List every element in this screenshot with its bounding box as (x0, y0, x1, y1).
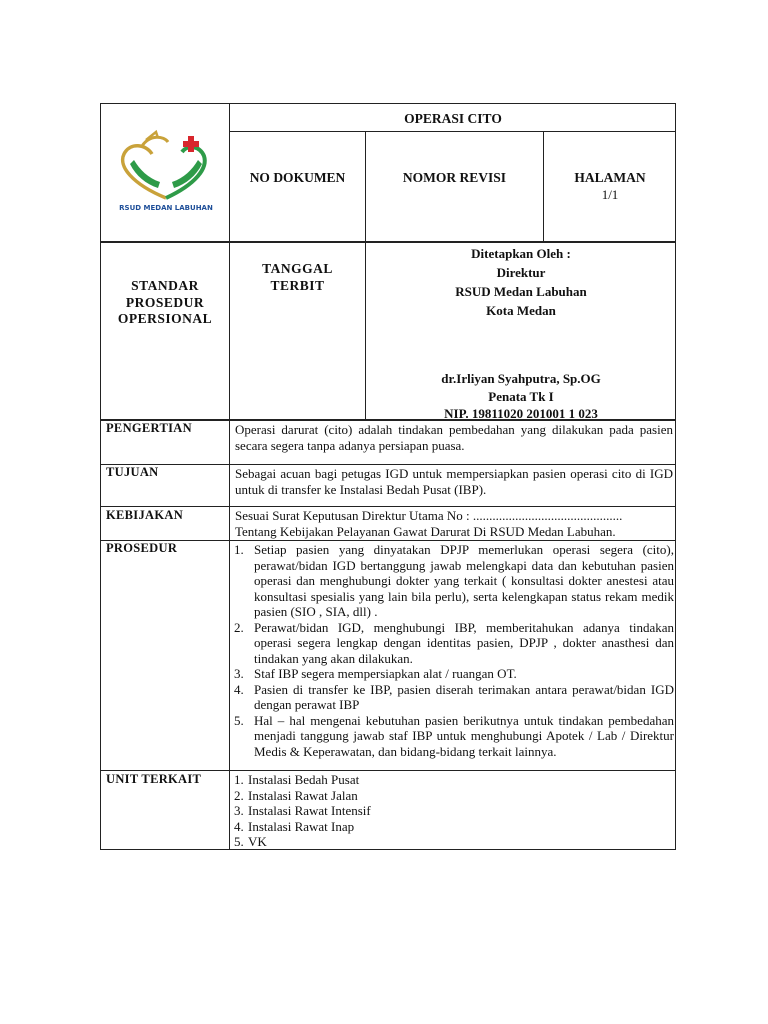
unit-item: 3. Instalasi Rawat Intensif (234, 803, 371, 818)
document-title: OPERASI CITO (404, 111, 502, 126)
unit-terkait-list (230, 772, 674, 850)
kebijakan-line-1: Sesuai Surat Keputusan Direktur Utama No : .............................................. (235, 508, 623, 523)
halaman-label: HALAMAN (574, 170, 646, 185)
prosedur-item: 3. Staf IBP segera mempersiapkan alat / ruangan OT. (234, 666, 517, 681)
pengertian-text: Operasi darurat (cito) adalah tindakan pembedahan yang dilakukan pada pasien secara segera tanpa adanya persiapan puasa. (235, 422, 673, 453)
tanggal-terbit-label: TANGGAL TERBIT (262, 261, 333, 293)
tujuan-text: Sebagai acuan bagi petugas IGD untuk mempersiapkan pasien operasi cito di IGD untuk di transfer ke Instalasi Bedah Pusat (IBP). (235, 466, 673, 497)
unit-item: 1. Instalasi Bedah Pusat (234, 772, 360, 787)
halaman-value: 1/1 (601, 187, 619, 202)
nomor-revisi-label: NOMOR REVISI (402, 170, 507, 185)
prosedur-item: 4. Pasien di transfer ke IBP, pasien diserah terimakan antara perawat/bidan IGD dengan perawat IBP (234, 681, 674, 712)
prosedur-item: 5. Hal – hal mengenai kebutuhan pasien berikutnya untuk tindakan pembedahan menjadi tanggung jawab staf IBP untuk menghubungi Apotek / Lab / Direktur Medis & Keperawatan, dan bidang-bidang terkait lainnya. (234, 712, 674, 759)
tujuan-label: TUJUAN (106, 465, 159, 479)
unit-item: 5. VK (234, 834, 267, 849)
spo-label: STANDAR PROSEDUR OPERSIONAL (117, 278, 213, 326)
kota-text: Kota Medan (486, 303, 556, 318)
prosedur-item: 1. Setiap pasien yang dinyatakan DPJP memerlukan operasi segera (cito), perawat/bidan IGD bertanggung jawab melengkapi data dan kebutuhan pasien operasi dan menghubungi dokter yang terkait ( konsultasi dokter anestesi atau konsultasi spesialis yang lain bila perlu), serta kelengkapan status rekam medik pasien (SIO , SIA, dll) . (234, 542, 674, 619)
kebijakan-label: KEBIJAKAN (106, 508, 184, 522)
direktur-text: Direktur (496, 265, 546, 280)
signature-block (366, 370, 676, 423)
logo-text: RSUD MEDAN LABUHAN (119, 204, 213, 212)
unit-item: 4. Instalasi Rawat Inap (234, 818, 355, 834)
prosedur-item: 2. Perawat/bidan IGD, menghubungi IBP, memberitahukan adanya tindakan operasi segera lengkap dengan identitas pasien, DPJP , dokter anasthesi dan tindakan yang akan dilakukan. (234, 619, 674, 666)
prosedur-list (230, 542, 674, 759)
no-dokumen-label: NO DOKUMEN (249, 170, 346, 185)
approval-block (366, 244, 676, 320)
unit-item: 2. Instalasi Rawat Jalan (234, 787, 358, 803)
signer-nip: NIP. 19811020 201001 1 023 (444, 406, 598, 421)
prosedur-label: PROSEDUR (106, 541, 178, 555)
ditetapkan-text: Ditetapkan Oleh : (471, 246, 571, 261)
hospital-logo (112, 124, 220, 214)
rsud-text: RSUD Medan Labuhan (455, 284, 587, 299)
signer-name: dr.Irliyan Syahputra, Sp.OG (441, 371, 601, 386)
signer-rank: Penata Tk I (488, 388, 554, 404)
pengertian-label: PENGERTIAN (106, 421, 192, 435)
unit-terkait-label: UNIT TERKAIT (106, 772, 202, 786)
kebijakan-line-2: Tentang Kebijakan Pelayanan Gawat Darurat Di RSUD Medan Labuhan. (235, 524, 616, 539)
